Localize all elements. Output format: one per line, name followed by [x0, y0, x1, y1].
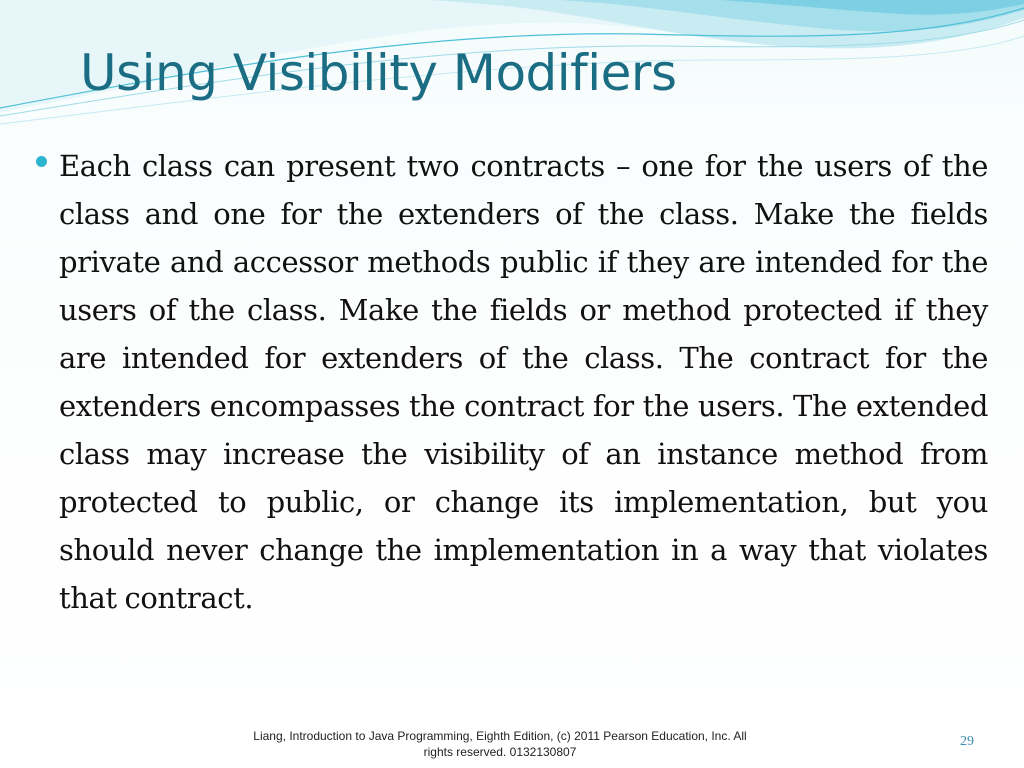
footer-line-1: Liang, Introduction to Java Programming, Eighth Edition, (c) 2011 Pearson Education, Inc. All [253, 729, 747, 743]
footer-copyright [200, 728, 800, 760]
bullet-dot-icon [36, 156, 47, 167]
page-number: 29 [960, 734, 974, 749]
bullet-list [36, 142, 988, 622]
footer-line-2: rights reserved. 0132130807 [423, 745, 577, 759]
slide-title: Using Visibility Modifiers [80, 44, 677, 102]
bullet-text: Each class can present two contracts – one for the users of the class and one for the extenders of the class. Make the fields private and accessor methods public if they are intended for the users of the class. Make the fields or method protected if they are intended for extenders of the class. The contract for the extenders encompasses the contract for the users. The extended class may increase the visibility of an instance method from protected to public, or change its implementation, but you should never change the implementation in a way that violates that contract. [59, 149, 988, 615]
